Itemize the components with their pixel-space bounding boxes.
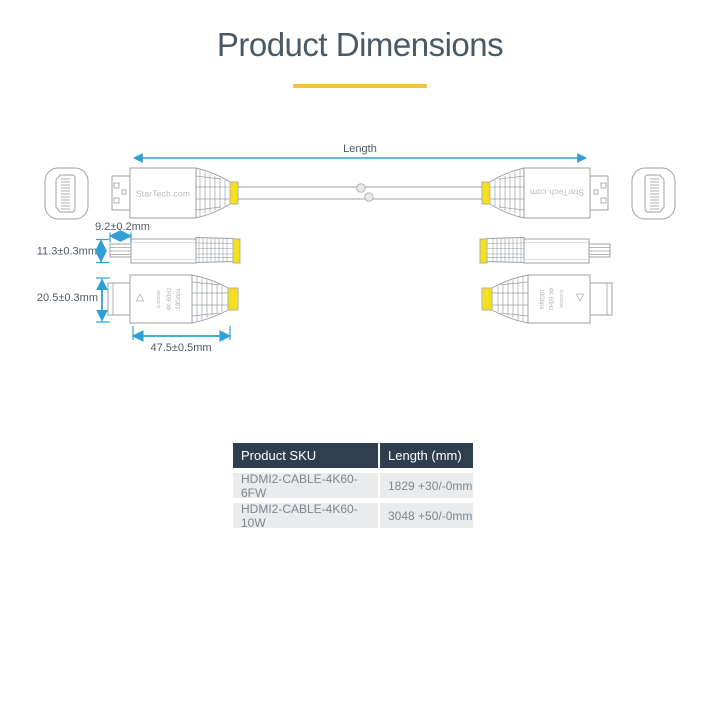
connector-height-dimension [37, 278, 110, 322]
length-dimension-label: Length [343, 143, 377, 155]
length-dimension [134, 143, 586, 158]
page-title: Product Dimensions [216, 26, 504, 63]
marking-bandwidth: 18Gbps [538, 288, 544, 310]
sku-length-table [233, 443, 473, 528]
table-cell-length: 1829 +30/-0mm [380, 473, 473, 498]
connector-markings-right [538, 287, 584, 310]
molding-triangle-icon [137, 294, 144, 301]
table-cell-sku: HDMI2-CABLE-4K60-10W [233, 503, 378, 528]
molding-triangle-icon [577, 294, 584, 301]
table-header-product-sku: Product SKU [233, 443, 378, 468]
marking-resolution: 4K 60Hz [547, 287, 553, 311]
connector-length-label: 47.5±0.5mm [150, 342, 212, 354]
table-cell-length: 3048 +50/-0mm [380, 503, 473, 528]
table-header-length: Length (mm) [380, 443, 473, 468]
marking-bandwidth: 18Gbps [176, 288, 182, 310]
connector-length-dimension [133, 326, 230, 354]
cable-break-mark [365, 193, 373, 201]
table-cell-sku: HDMI2-CABLE-4K60-6FW [233, 473, 378, 498]
cable-dimensions-diagram [0, 130, 720, 370]
plug-height-dimension [37, 240, 109, 263]
connector-height-label: 20.5±0.3mm [36, 292, 98, 304]
marking-code: 0-2833W [156, 290, 161, 308]
title-underline-accent [293, 84, 427, 88]
cable-run [238, 184, 482, 201]
plug-width-label: 9.2±0.2mm [95, 221, 150, 233]
marking-resolution: 4K 60Hz [167, 287, 173, 311]
brand-label-right: StarTech.com [529, 187, 585, 198]
connector-markings-left [137, 287, 183, 310]
cable-break-mark [357, 184, 365, 192]
plug-height-label: 11.3±0.3mm [36, 245, 97, 258]
marking-code: 0-2833W [559, 290, 564, 308]
brand-label-left: StarTech.com [135, 188, 191, 199]
